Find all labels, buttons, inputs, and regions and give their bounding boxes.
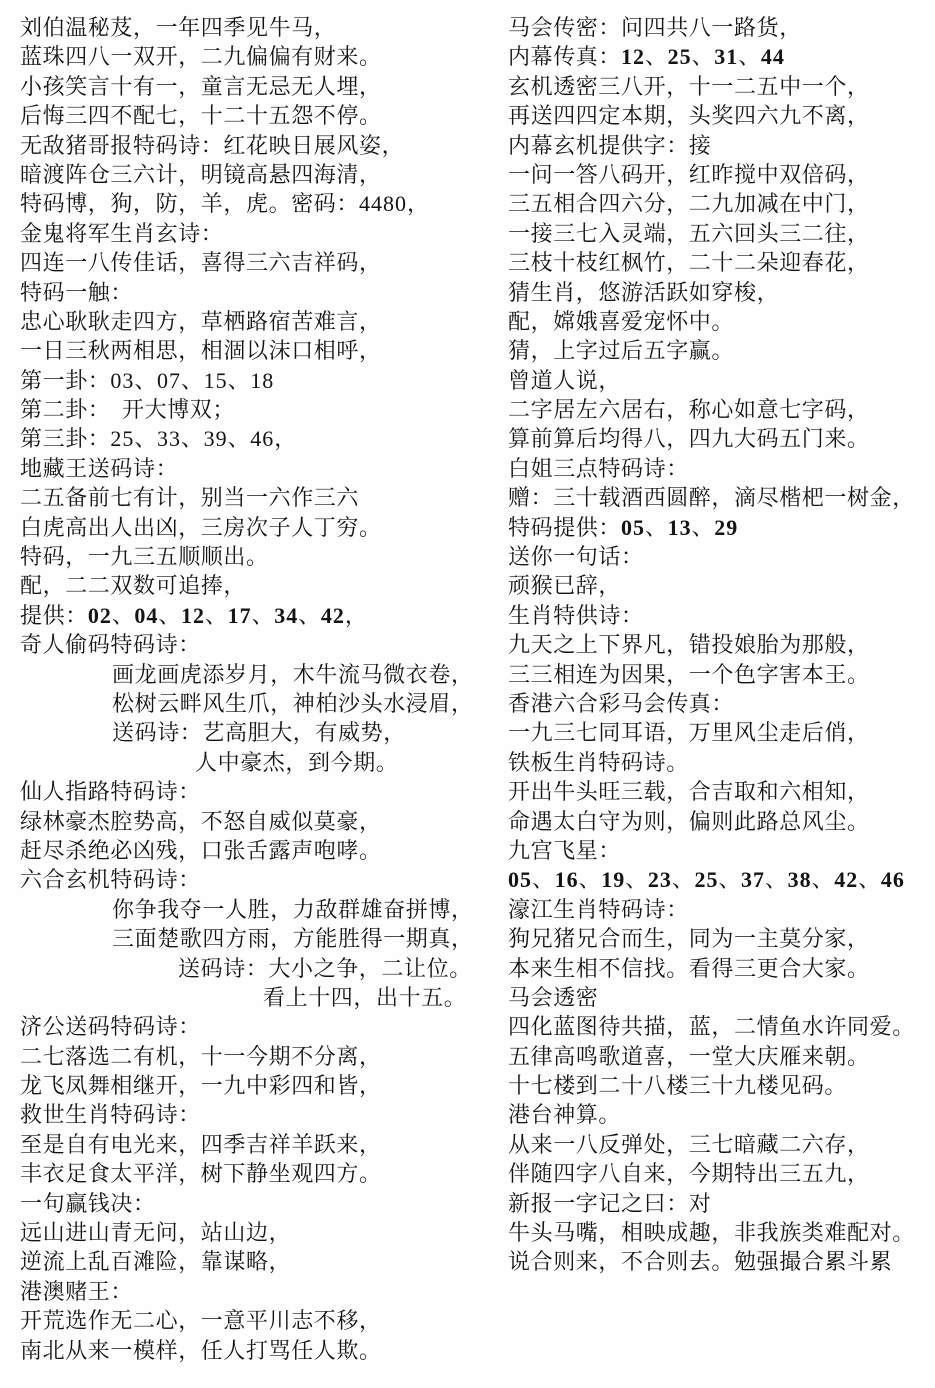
- number-run: 42: [320, 602, 345, 628]
- text-line: 05、16、19、23、25、37、38、42、46: [508, 867, 905, 893]
- text-line: 本来生相不信找。看得三更合大家。: [508, 955, 870, 981]
- number-run: 25: [694, 867, 719, 893]
- number-run: 12: [181, 602, 206, 628]
- text-line: 新报一字记之曰：对: [508, 1190, 712, 1216]
- text-line: 狗兄猪兄合而生，同为一主莫分家，: [508, 926, 870, 952]
- number-run: 25: [110, 426, 135, 452]
- number-run: 46: [880, 867, 905, 893]
- text-line: 内幕传真：12、25、31、44: [508, 44, 785, 70]
- number-run: 05: [508, 867, 532, 893]
- number-run: 17: [227, 602, 252, 628]
- number-run: 02: [87, 602, 112, 628]
- text-line: 提供：02、04、12、17、34、42，: [20, 602, 368, 628]
- text-line: 二字居左六居右，称心如意七字码，: [508, 397, 870, 423]
- text-line: 看上十四，出十五。: [263, 984, 467, 1010]
- text-line: 金鬼将军生肖玄诗：: [20, 220, 224, 246]
- text-line: 从来一八反弹处，三七暗藏二六存，: [508, 1131, 870, 1157]
- number-run: 31: [714, 44, 739, 70]
- text-line: 一句赢钱决：: [20, 1190, 156, 1216]
- text-line: 玄机透密三八开，十一二五中一个，: [508, 73, 870, 99]
- left-column: [20, 13, 500, 1365]
- text-line: 四化蓝图待共描，蓝，二情鱼水许同爱。: [508, 1014, 915, 1040]
- text-line: 算前算后均得八，四九大码五门来。: [508, 426, 870, 452]
- text-line: 画龙画虎添岁月，木牛流马微衣卷，: [112, 661, 474, 687]
- text-line: 三五相合四六分，二九加减在中门，: [508, 191, 870, 217]
- text-line: 铁板生肖特码诗。: [508, 749, 689, 775]
- number-run: 19: [601, 867, 626, 893]
- number-run: 38: [787, 867, 812, 893]
- text-line: 濠江生肖特码诗：: [508, 896, 689, 922]
- number-run: 33: [157, 426, 182, 452]
- number-run: 18: [250, 367, 275, 393]
- number-run: 4480: [359, 191, 408, 217]
- text-line: 三三相连为因果，一个色字害本王。: [508, 661, 870, 687]
- number-run: 44: [760, 44, 785, 70]
- text-line: 牛头马嘴，相映成趣，非我族类难配对。: [508, 1220, 915, 1246]
- text-line: 港澳赌王：: [20, 1278, 134, 1304]
- text-line: 说合则来，不合则去。勉强撮合累斗累: [508, 1249, 893, 1275]
- text-line: 后悔三四不配七，十二十五怨不停。: [20, 103, 382, 129]
- text-line: 香港六合彩马会传真：: [508, 690, 735, 716]
- text-line: 白虎高出人出凶，三房次子人丁穷。: [20, 514, 382, 540]
- text-line: 伴随四字八自来，今期特出三五九，: [508, 1161, 870, 1187]
- text-line: 九天之上下界凡，错投娘胎为那般，: [508, 632, 870, 658]
- text-line: 刘伯温秘芨，一年四季见牛马，: [20, 15, 337, 40]
- number-run: 46: [250, 426, 275, 452]
- text-line: 第三卦：25、33、39、46，: [20, 426, 297, 452]
- text-line: 四连一八传佳话，喜得三六吉祥码，: [20, 250, 382, 276]
- text-line: 特码，一九三五顺顺出。: [20, 544, 269, 570]
- number-run: 39: [203, 426, 228, 452]
- number-run: 34: [274, 602, 299, 628]
- text-line: 五律高鸣歌道喜，一堂大庆雁来朝。: [508, 1043, 870, 1069]
- text-line: 一九三七同耳语，万里风尘走后俏，: [508, 720, 870, 746]
- text-line: 二五备前七有计，别当一六作三六: [20, 485, 360, 511]
- text-line: 赶尽杀绝必凶残，口张舌露声咆哮。: [20, 837, 382, 863]
- number-run: 42: [834, 867, 859, 893]
- text-line: 再送四四定本期，头奖四六九不离，: [508, 103, 870, 129]
- number-run: 03: [110, 367, 135, 393]
- number-run: 07: [157, 367, 182, 393]
- text-line: 无敌猪哥报特码诗：红花映日展风姿，: [20, 132, 405, 158]
- number-run: 37: [741, 867, 766, 893]
- number-run: 15: [203, 367, 228, 393]
- text-line: 内幕玄机提供字：接: [508, 132, 712, 158]
- text-line: 三枝十枝红枫竹，二十二朵迎春花，: [508, 250, 870, 276]
- text-line: 你争我夺一人胜，力敌群雄奋拼博，: [112, 896, 474, 922]
- text-line: 猜生肖，悠游活跃如穿梭，: [508, 279, 780, 305]
- text-line: 命遇太白守为则，偏则此路总风尘。: [508, 808, 870, 834]
- text-line: 特码博，狗，防，羊，虎。密码：4480，: [20, 191, 430, 217]
- text-line: 松树云畔风生爪，神柏沙头水浸眉，: [112, 690, 474, 716]
- text-line: 十七楼到二十八楼三十九楼见码。: [508, 1073, 848, 1099]
- text-line: 暗渡阵仓三六计，明镜高悬四海清，: [20, 161, 382, 187]
- text-line: 特码一触：: [20, 279, 134, 305]
- text-line: 马会传密：问四共八一路货，: [508, 15, 802, 40]
- text-line: 南北从来一模样，任人打骂任人欺。: [20, 1337, 382, 1363]
- text-line: 丰衣足食太平洋，树下静坐观四方。: [20, 1161, 382, 1187]
- text-line: 白姐三点特码诗：: [508, 455, 689, 481]
- text-line: 一接三七入灵端，五六回头三二往，: [508, 220, 870, 246]
- text-line: 第一卦：03、07、15、18: [20, 367, 275, 393]
- text-line: 救世生肖特码诗：: [20, 1102, 201, 1128]
- text-line: 送码诗：艺高胆大，有威势，: [112, 720, 406, 746]
- text-line: 三面楚歌四方雨，方能胜得一期真，: [112, 926, 474, 952]
- text-line: 仙人指路特码诗：: [20, 779, 201, 805]
- text-line: 配，二二双数可追捧，: [20, 573, 247, 599]
- text-line: 绿林豪杰腔势高，不怒自威似莫豪，: [20, 808, 382, 834]
- text-line: 送你一句话：: [508, 544, 644, 570]
- text-line: 送码诗：大小之争，二让位。: [178, 955, 472, 981]
- text-line: 特码提供：05、13、29: [508, 514, 739, 540]
- text-line: 六合玄机特码诗：: [20, 867, 201, 893]
- text-line: 奇人偷码特码诗：: [20, 632, 201, 658]
- text-line: 开出牛头旺三载，合吉取和六相知，: [508, 779, 870, 805]
- right-column: [508, 13, 935, 1277]
- text-line: 人中豪杰，到今期。: [195, 749, 399, 775]
- text-line: 龙飞凤舞相继开，一九中彩四和皆，: [20, 1073, 382, 1099]
- text-line: 二七落选二有机，十一今期不分离，: [20, 1043, 382, 1069]
- text-line: 忠心耿耿走四方，草栖路宿苦难言，: [20, 308, 382, 334]
- text-line: 蓝珠四八一双开，二九偏偏有财来。: [20, 44, 382, 70]
- text-line: 九宫飞星：: [508, 837, 622, 863]
- text-line: 第二卦： 开大博双；: [20, 397, 236, 423]
- number-run: 23: [647, 867, 672, 893]
- number-run: 25: [667, 44, 692, 70]
- text-line: 一问一答八码开，红昨搅中双倍码，: [508, 161, 870, 187]
- number-run: 13: [667, 514, 692, 540]
- text-line: 马会透密: [508, 984, 599, 1010]
- text-line: 地藏王送码诗：: [20, 455, 179, 481]
- number-run: 05: [621, 514, 646, 540]
- number-run: 12: [621, 44, 646, 70]
- text-line: 至是自有电光来，四季吉祥羊跃来，: [20, 1131, 382, 1157]
- text-line: 猜，上字过后五字赢。: [508, 338, 735, 364]
- text-line: 曾道人说，: [508, 367, 622, 393]
- text-line: 一日三秋两相思，相涸以沫口相呼，: [20, 338, 382, 364]
- text-line: 逆流上乱百滩险，靠谋略，: [20, 1249, 292, 1275]
- number-run: 16: [554, 867, 579, 893]
- text-line: 开荒选作无二心，一意平川志不移，: [20, 1308, 382, 1334]
- text-line: 济公送码特码诗：: [20, 1014, 201, 1040]
- number-run: 04: [134, 602, 159, 628]
- text-line: 小孩笑言十有一，童言无忌无人埋，: [20, 73, 382, 99]
- text-line: 远山进山青无问，站山边，: [20, 1220, 292, 1246]
- text-line: 生肖特供诗：: [508, 602, 644, 628]
- text-line: 港台神算。: [508, 1102, 622, 1128]
- text-line: 配，嫦娥喜爱宠怀中。: [508, 308, 735, 334]
- text-line: 顽猴已辞，: [508, 573, 622, 599]
- text-line: 赠：三十载酒西圆醉，滴尽楷杷一树金，: [508, 485, 915, 511]
- number-run: 29: [714, 514, 739, 540]
